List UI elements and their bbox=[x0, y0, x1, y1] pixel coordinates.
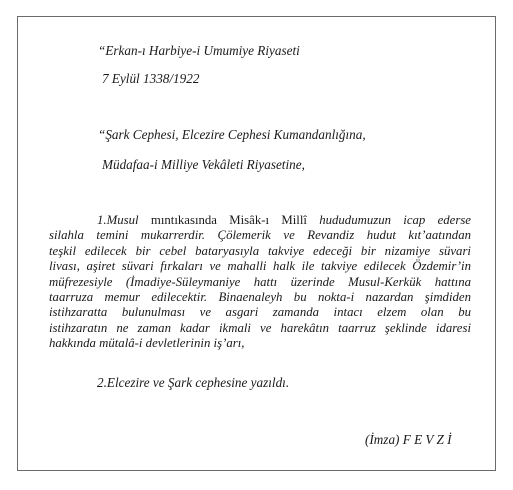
body-row: livası, aşiret süvari fırkaları ve mahalli halk ile takviye edilecek Özdemir’in bbox=[49, 259, 471, 274]
body-paragraph-2: 2.Elcezire ve Şark cephesine yazıldı. bbox=[97, 375, 290, 390]
body-row: hakkında mütalâ-i devletlerinin iş’arı, bbox=[49, 336, 245, 351]
body-row-segment: hududumuzun icap ederse bbox=[319, 213, 471, 227]
date-line: 7 Eylül 1338/1922 bbox=[102, 71, 200, 86]
body-row: taarruza memur edilecektir. Binaenaleyh bu nokta-i nazardan şimdiden bbox=[49, 290, 471, 305]
body-row: istihzaratın ne zaman kadar ikmali ve harekâtın taarruz şeklinde idaresi bbox=[49, 320, 471, 335]
body-row bbox=[49, 213, 471, 228]
body-row-segment: 1.Musul bbox=[97, 213, 139, 227]
body-paragraph-1 bbox=[49, 213, 471, 352]
addressee-line-1: “Şark Cephesi, Elcezire Cephesi Kumandanlığına, bbox=[98, 127, 366, 142]
body-row-segment: mıntıkasında Misâk-ı Millî bbox=[138, 213, 320, 227]
sender-line: “Erkan-ı Harbiye-i Umumiye Riyaseti bbox=[98, 43, 300, 58]
body-row: müfrezesiyle (İmadiye-Süleymaniye hattı üzerinde Musul-Kerkük hattına bbox=[49, 274, 471, 289]
signature: (İmza) F E V Z İ bbox=[365, 432, 452, 447]
body-row: teşkil edilecek bir cebel bataryasıyla takviye edeceği bir nizamiye süvari bbox=[49, 243, 471, 258]
body-row: istihzaratta bulunulması ve asgari zamanda intacı elzem olan bu bbox=[49, 305, 471, 320]
body-row: silahla temini mukarrerdir. Çölemerik ve Revandiz hudut kıt’aatından bbox=[49, 228, 471, 243]
addressee-line-2: Müdafaa-i Milliye Vekâleti Riyasetine, bbox=[102, 157, 305, 172]
